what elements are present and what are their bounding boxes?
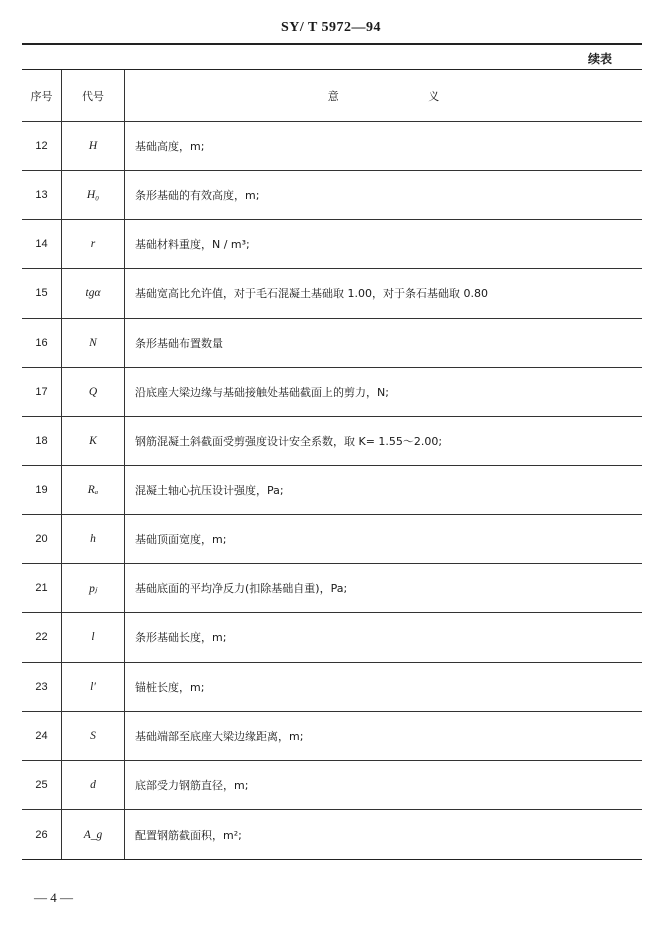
row-number: 21 <box>22 564 62 612</box>
table-row <box>22 515 642 564</box>
table-row <box>22 613 642 662</box>
table-row <box>22 220 642 269</box>
table-row <box>22 761 642 810</box>
row-meaning: 基础宽高比允许值，对于毛石混凝土基础取 1.00，对于条石基础取 0.80 <box>135 287 488 301</box>
table-row <box>22 269 642 318</box>
column-header-no: 序号 <box>22 70 62 121</box>
row-symbol: S <box>62 712 125 760</box>
table-row <box>22 466 642 515</box>
row-meaning: 基础高度，m; <box>135 140 205 154</box>
row-meaning: 基础端部至底座大梁边缘距离，m; <box>135 729 304 743</box>
row-symbol: H₀ <box>62 171 125 219</box>
symbol-table <box>22 69 642 860</box>
row-number: 22 <box>22 613 62 661</box>
row-meaning: 锚桩长度，m; <box>135 680 205 694</box>
row-number: 23 <box>22 663 62 711</box>
row-meaning: 沿底座大梁边缘与基础接触处基础截面上的剪力，N; <box>135 385 389 399</box>
table-row <box>22 810 642 859</box>
table-row <box>22 122 642 171</box>
row-number: 19 <box>22 466 62 514</box>
row-number: 16 <box>22 319 62 367</box>
continued-label: 续表 <box>587 52 612 66</box>
table-row <box>22 171 642 220</box>
row-number: 15 <box>22 269 62 317</box>
row-symbol: N <box>62 319 125 367</box>
row-meaning: 基础底面的平均净反力(扣除基础自重)，Pa; <box>135 582 348 596</box>
row-symbol: Rₐ <box>62 466 125 514</box>
row-meaning: 条形基础布置数量 <box>135 336 223 350</box>
row-number: 13 <box>22 171 62 219</box>
column-header-meaning: 意 义 <box>327 89 440 103</box>
row-meaning: 条形基础长度，m; <box>135 631 227 645</box>
table-row <box>22 319 642 368</box>
header-rule <box>22 43 642 45</box>
table-row <box>22 564 642 613</box>
row-symbol: d <box>62 761 125 809</box>
row-symbol: Q <box>62 368 125 416</box>
row-symbol: pⱼ <box>62 564 125 612</box>
table-header-row <box>22 70 642 122</box>
row-meaning: 钢筋混凝土斜截面受剪强度设计安全系数，取 K= 1.55～2.00; <box>135 434 443 448</box>
row-meaning: 配置钢筋截面积，m²; <box>135 828 242 842</box>
row-symbol: K <box>62 417 125 465</box>
row-number: 17 <box>22 368 62 416</box>
row-number: 25 <box>22 761 62 809</box>
row-meaning: 条形基础的有效高度，m; <box>135 189 260 203</box>
column-header-code: 代号 <box>62 70 125 121</box>
row-symbol: A_g <box>62 810 125 859</box>
row-symbol: l <box>62 613 125 661</box>
document-number: SY/ T 5972—94 <box>280 20 382 35</box>
row-meaning: 基础顶面宽度，m; <box>135 533 227 547</box>
row-symbol: r <box>62 220 125 268</box>
row-meaning: 混凝土轴心抗压设计强度，Pa; <box>135 484 284 498</box>
row-symbol: h <box>62 515 125 563</box>
table-row <box>22 368 642 417</box>
table-row <box>22 663 642 712</box>
row-number: 20 <box>22 515 62 563</box>
row-meaning: 基础材料重度，N / m³; <box>135 238 250 252</box>
row-symbol: tgα <box>62 269 125 317</box>
row-symbol: l′ <box>62 663 125 711</box>
row-number: 14 <box>22 220 62 268</box>
row-symbol: H <box>62 122 125 170</box>
row-meaning: 底部受力钢筋直径，m; <box>135 778 249 792</box>
table-row <box>22 417 642 466</box>
row-number: 12 <box>22 122 62 170</box>
table-row <box>22 712 642 761</box>
row-number: 26 <box>22 810 62 859</box>
row-number: 24 <box>22 712 62 760</box>
row-number: 18 <box>22 417 62 465</box>
page-number: — 4 — <box>34 890 73 905</box>
